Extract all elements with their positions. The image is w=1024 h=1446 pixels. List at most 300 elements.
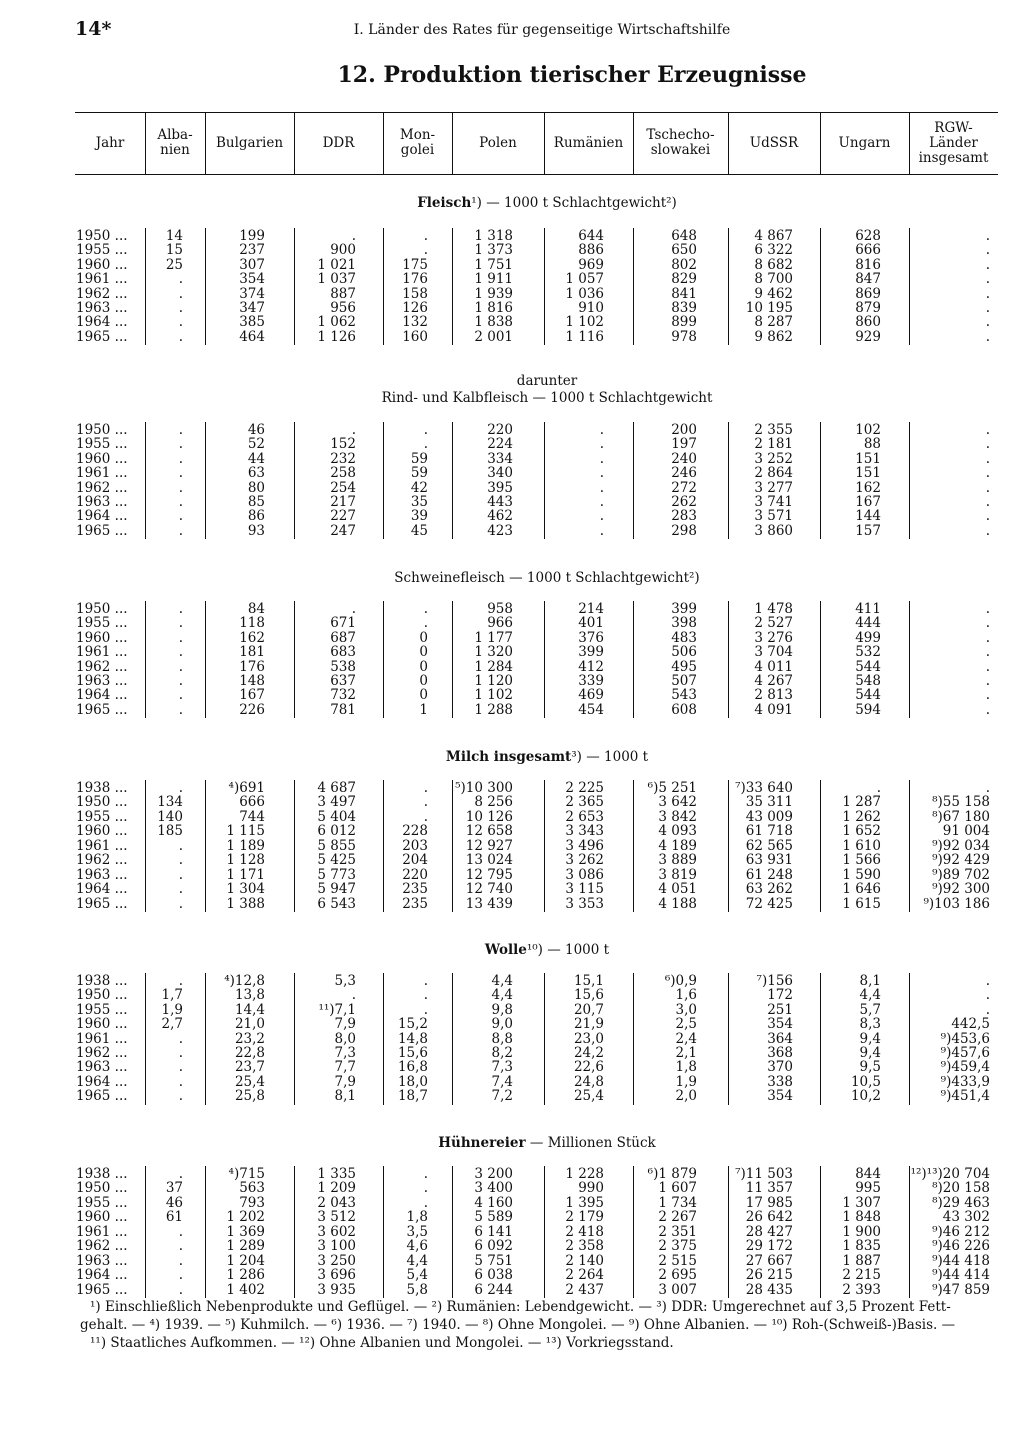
data-cell: 0 bbox=[419, 658, 428, 675]
data-cell: 401 bbox=[578, 615, 604, 632]
data-cell: 1 369 bbox=[226, 1223, 265, 1240]
data-cell: 3 276 bbox=[754, 629, 793, 646]
data-cell: 25,4 bbox=[573, 1088, 604, 1105]
data-cell: 9 862 bbox=[754, 328, 793, 345]
data-cell: 5,7 bbox=[859, 1001, 881, 1018]
column-divider bbox=[294, 780, 295, 912]
footnote-line: gehalt. — ⁴) 1939. — ⁵) Kuhmilch. — ⁶) 1936. — ⁷) 1940. — ⁸) Ohne Mongolei. — ⁹) Ohne Albanien. — ¹⁰) Roh-(Schweiß-)Basis. — bbox=[80, 1317, 956, 1333]
data-cell: 5 947 bbox=[317, 881, 356, 898]
data-cell: 538 bbox=[330, 658, 356, 675]
data-cell: 11 357 bbox=[745, 1180, 793, 1197]
data-cell: 2,7 bbox=[161, 1016, 183, 1033]
data-cell: 8,3 bbox=[859, 1016, 881, 1033]
data-cell: 3 115 bbox=[565, 881, 604, 898]
data-cell: 1 838 bbox=[474, 314, 513, 331]
data-cell: 3,5 bbox=[406, 1223, 428, 1240]
column-divider bbox=[383, 601, 384, 718]
data-cell: ⁹)103 186 bbox=[923, 895, 990, 912]
data-cell: 398 bbox=[671, 615, 697, 632]
data-cell: 464 bbox=[239, 328, 265, 345]
data-cell: 1 289 bbox=[226, 1238, 265, 1255]
section-title: Schweinefleisch — 1000 t Schlachtgewicht²) bbox=[394, 570, 700, 586]
data-cell: 3 400 bbox=[474, 1180, 513, 1197]
year-cell: 1961 ... bbox=[76, 271, 128, 288]
data-cell: . bbox=[985, 494, 990, 510]
data-cell: 412 bbox=[578, 658, 604, 675]
data-cell: ⁷)33 640 bbox=[735, 780, 793, 796]
data-cell: . bbox=[178, 1030, 183, 1047]
column-divider bbox=[633, 973, 634, 1105]
data-cell: 4 093 bbox=[658, 823, 697, 840]
data-cell: 370 bbox=[767, 1059, 793, 1076]
data-cell: 258 bbox=[330, 465, 356, 482]
data-cell: 966 bbox=[487, 615, 513, 632]
data-cell: 887 bbox=[330, 285, 356, 302]
data-cell: 181 bbox=[239, 644, 265, 661]
year-cell: 1955 ... bbox=[76, 615, 128, 632]
data-cell: . bbox=[423, 1001, 428, 1018]
data-cell: 1 102 bbox=[474, 687, 513, 704]
data-cell: 217 bbox=[330, 494, 356, 510]
data-cell: 829 bbox=[671, 271, 697, 288]
year-cell: 1960 ... bbox=[76, 1016, 128, 1033]
data-cell: 844 bbox=[855, 1166, 881, 1182]
data-cell: 214 bbox=[578, 601, 604, 617]
data-cell: 6 543 bbox=[317, 895, 356, 912]
year-cell: 1965 ... bbox=[76, 895, 128, 912]
data-cell: 22,8 bbox=[234, 1045, 265, 1061]
column-divider bbox=[452, 780, 453, 912]
data-cell: ⁷)11 503 bbox=[735, 1166, 793, 1182]
data-cell: 12 740 bbox=[465, 881, 513, 898]
column-header: UdSSR bbox=[749, 134, 799, 151]
column-header: Polen bbox=[479, 134, 517, 151]
data-cell: 2,1 bbox=[675, 1045, 697, 1061]
section-title: Milch insgesamt³) — 1000 t bbox=[445, 749, 649, 765]
data-cell: . bbox=[178, 658, 183, 675]
data-cell: 6 322 bbox=[754, 242, 793, 259]
data-cell: 374 bbox=[239, 285, 265, 302]
data-cell: 45 bbox=[410, 522, 428, 539]
column-divider bbox=[145, 601, 146, 718]
data-cell: ¹¹)7,1 bbox=[318, 1001, 356, 1018]
data-cell: 10 126 bbox=[465, 808, 513, 825]
column-divider bbox=[728, 1166, 729, 1298]
data-cell: 1 911 bbox=[474, 271, 513, 288]
data-cell: . bbox=[599, 465, 604, 482]
data-cell: 6 092 bbox=[474, 1238, 513, 1255]
data-cell: 162 bbox=[239, 629, 265, 646]
data-cell: . bbox=[178, 629, 183, 646]
data-cell: 160 bbox=[402, 328, 428, 345]
data-cell: 3 343 bbox=[565, 823, 604, 840]
data-cell: 340 bbox=[487, 465, 513, 482]
data-cell: 869 bbox=[855, 285, 881, 302]
data-cell: 18,0 bbox=[397, 1073, 428, 1090]
data-cell: 608 bbox=[671, 701, 697, 718]
data-cell: . bbox=[985, 780, 990, 796]
data-cell: . bbox=[178, 895, 183, 912]
data-cell: 8,1 bbox=[859, 973, 881, 989]
data-cell: 648 bbox=[671, 228, 697, 244]
data-cell: 1 120 bbox=[474, 673, 513, 689]
data-cell: . bbox=[178, 465, 183, 482]
table-title: 12. Produktion tierischer Erzeugnisse bbox=[337, 62, 807, 88]
data-cell: 25,4 bbox=[234, 1073, 265, 1090]
data-cell: 8 287 bbox=[754, 314, 793, 331]
data-cell: . bbox=[178, 508, 183, 525]
data-cell: 444 bbox=[855, 615, 881, 632]
data-cell: 793 bbox=[239, 1194, 265, 1211]
header-column-divider bbox=[544, 112, 545, 174]
data-cell: 262 bbox=[671, 494, 697, 510]
data-cell: 224 bbox=[487, 436, 513, 453]
data-cell: 385 bbox=[239, 314, 265, 331]
data-cell: 969 bbox=[578, 256, 604, 273]
data-cell: 1 304 bbox=[226, 881, 265, 898]
data-cell: 24,2 bbox=[573, 1045, 604, 1061]
data-cell: 140 bbox=[157, 808, 183, 825]
data-cell: 354 bbox=[239, 271, 265, 288]
data-cell: . bbox=[985, 673, 990, 689]
data-cell: 167 bbox=[239, 687, 265, 704]
column-divider bbox=[294, 601, 295, 718]
data-cell: 85 bbox=[247, 494, 265, 510]
data-cell: . bbox=[423, 242, 428, 259]
data-cell: 5 589 bbox=[474, 1209, 513, 1226]
year-cell: 1960 ... bbox=[76, 629, 128, 646]
data-cell: 499 bbox=[855, 629, 881, 646]
data-cell: 63 931 bbox=[745, 852, 793, 869]
data-cell: . bbox=[985, 479, 990, 496]
data-cell: ⁵)10 300 bbox=[455, 780, 513, 796]
data-cell: 1,9 bbox=[675, 1073, 697, 1090]
data-cell: 1 388 bbox=[226, 895, 265, 912]
data-cell: 63 bbox=[247, 465, 265, 482]
data-cell: 6 244 bbox=[474, 1281, 513, 1298]
data-cell: 1 bbox=[419, 701, 428, 718]
data-cell: 666 bbox=[239, 794, 265, 811]
data-cell: 1 204 bbox=[226, 1252, 265, 1269]
column-divider bbox=[383, 1166, 384, 1298]
column-divider bbox=[145, 422, 146, 539]
data-cell: 899 bbox=[671, 314, 697, 331]
data-cell: . bbox=[178, 866, 183, 883]
column-divider bbox=[294, 422, 295, 539]
year-cell: 1962 ... bbox=[76, 285, 128, 302]
header-column-divider bbox=[728, 112, 729, 174]
year-cell: 1963 ... bbox=[76, 866, 128, 883]
data-cell: 1 646 bbox=[842, 881, 881, 898]
data-cell: . bbox=[423, 808, 428, 825]
data-cell: 28 435 bbox=[745, 1281, 793, 1298]
data-cell: . bbox=[178, 479, 183, 496]
data-cell: 15,6 bbox=[573, 987, 604, 1004]
data-cell: 9,5 bbox=[859, 1059, 881, 1076]
data-cell: . bbox=[178, 522, 183, 539]
data-cell: 247 bbox=[330, 522, 356, 539]
data-cell: . bbox=[423, 1194, 428, 1211]
data-cell: 118 bbox=[239, 615, 265, 632]
data-cell: 650 bbox=[671, 242, 697, 259]
data-cell: 395 bbox=[487, 479, 513, 496]
data-cell: . bbox=[178, 615, 183, 632]
data-cell: . bbox=[423, 1180, 428, 1197]
data-cell: 8,2 bbox=[491, 1045, 513, 1061]
data-cell: 227 bbox=[330, 508, 356, 525]
column-divider bbox=[633, 780, 634, 912]
year-cell: 1960 ... bbox=[76, 450, 128, 467]
data-cell: 43 302 bbox=[942, 1209, 990, 1226]
data-cell: 956 bbox=[330, 300, 356, 316]
data-cell: . bbox=[985, 1001, 990, 1018]
year-cell: 1965 ... bbox=[76, 328, 128, 345]
data-cell: 900 bbox=[330, 242, 356, 259]
data-cell: . bbox=[599, 436, 604, 453]
data-cell: 3 642 bbox=[658, 794, 697, 811]
data-cell: 1,8 bbox=[406, 1209, 428, 1226]
data-cell: . bbox=[178, 1223, 183, 1240]
data-cell: ⁸)55 158 bbox=[932, 794, 990, 811]
data-cell: . bbox=[178, 300, 183, 316]
data-cell: 9 462 bbox=[754, 285, 793, 302]
data-cell: . bbox=[178, 436, 183, 453]
data-cell: 3 252 bbox=[754, 450, 793, 467]
data-cell: 411 bbox=[855, 601, 881, 617]
column-divider bbox=[294, 1166, 295, 1298]
data-cell: 298 bbox=[671, 522, 697, 539]
data-cell: 13 439 bbox=[465, 895, 513, 912]
data-cell: 102 bbox=[855, 422, 881, 438]
data-cell: 162 bbox=[855, 479, 881, 496]
data-cell: 1,6 bbox=[675, 987, 697, 1004]
data-cell: 1 209 bbox=[317, 1180, 356, 1197]
year-cell: 1962 ... bbox=[76, 1045, 128, 1061]
data-cell: 15,1 bbox=[573, 973, 604, 989]
data-cell: . bbox=[351, 987, 356, 1004]
data-cell: 958 bbox=[487, 601, 513, 617]
column-divider bbox=[452, 973, 453, 1105]
column-divider bbox=[820, 601, 821, 718]
data-cell: 1 307 bbox=[842, 1194, 881, 1211]
data-cell: 24,8 bbox=[573, 1073, 604, 1090]
data-cell: 1 590 bbox=[842, 866, 881, 883]
data-cell: 237 bbox=[239, 242, 265, 259]
data-cell: 1 900 bbox=[842, 1223, 881, 1240]
year-cell: 1955 ... bbox=[76, 436, 128, 453]
data-cell: 88 bbox=[863, 436, 881, 453]
data-cell: 506 bbox=[671, 644, 697, 661]
data-cell: 9,8 bbox=[491, 1001, 513, 1018]
data-cell: 683 bbox=[330, 644, 356, 661]
data-cell: 4 189 bbox=[658, 837, 697, 854]
data-cell: 1 287 bbox=[842, 794, 881, 811]
column-header: Bulgarien bbox=[215, 134, 284, 151]
data-cell: 860 bbox=[855, 314, 881, 331]
data-cell: 2 358 bbox=[565, 1238, 604, 1255]
data-cell: 158 bbox=[402, 285, 428, 302]
data-cell: 197 bbox=[671, 436, 697, 453]
year-cell: 1962 ... bbox=[76, 658, 128, 675]
data-cell: 1 395 bbox=[565, 1194, 604, 1211]
data-cell: . bbox=[985, 615, 990, 632]
data-cell: ¹²)¹³)20 704 bbox=[910, 1166, 990, 1182]
data-cell: . bbox=[178, 1166, 183, 1182]
data-cell: . bbox=[985, 271, 990, 288]
data-cell: 0 bbox=[419, 644, 428, 661]
year-cell: 1962 ... bbox=[76, 1238, 128, 1255]
data-cell: 5 425 bbox=[317, 852, 356, 869]
data-cell: 1 189 bbox=[226, 837, 265, 854]
data-cell: 132 bbox=[402, 314, 428, 331]
data-cell: 203 bbox=[402, 837, 428, 854]
data-cell: . bbox=[178, 1059, 183, 1076]
page-number: 14* bbox=[75, 18, 112, 40]
data-cell: 1 126 bbox=[317, 328, 356, 345]
column-divider bbox=[452, 601, 453, 718]
data-cell: 204 bbox=[402, 852, 428, 869]
data-cell: 1 320 bbox=[474, 644, 513, 661]
column-divider bbox=[452, 422, 453, 539]
data-cell: 200 bbox=[671, 422, 697, 438]
data-cell: 3 741 bbox=[754, 494, 793, 510]
data-cell: 42 bbox=[410, 479, 428, 496]
column-divider bbox=[909, 228, 910, 345]
data-cell: 4,4 bbox=[406, 1252, 428, 1269]
column-divider bbox=[633, 422, 634, 539]
data-cell: 3 935 bbox=[317, 1281, 356, 1298]
data-cell: 4,4 bbox=[859, 987, 881, 1004]
data-cell: 220 bbox=[487, 422, 513, 438]
data-cell: ⁹)459,4 bbox=[940, 1059, 990, 1076]
data-cell: 8,0 bbox=[334, 1030, 356, 1047]
data-cell: 2 351 bbox=[658, 1223, 697, 1240]
year-cell: 1965 ... bbox=[76, 522, 128, 539]
data-cell: ⁷)156 bbox=[756, 973, 793, 989]
data-cell: 307 bbox=[239, 256, 265, 273]
data-cell: 483 bbox=[671, 629, 697, 646]
year-cell: 1964 ... bbox=[76, 1073, 128, 1090]
data-cell: . bbox=[178, 271, 183, 288]
data-cell: 4 011 bbox=[754, 658, 793, 675]
data-cell: 781 bbox=[330, 701, 356, 718]
data-cell: 3 860 bbox=[754, 522, 793, 539]
column-divider bbox=[294, 228, 295, 345]
year-cell: 1964 ... bbox=[76, 314, 128, 331]
data-cell: . bbox=[985, 973, 990, 989]
year-cell: 1961 ... bbox=[76, 465, 128, 482]
data-cell: 2 267 bbox=[658, 1209, 697, 1226]
data-cell: 1,7 bbox=[161, 987, 183, 1004]
column-divider bbox=[205, 228, 206, 345]
data-cell: ⁴)691 bbox=[228, 780, 265, 796]
data-cell: 1 607 bbox=[658, 1180, 697, 1197]
data-cell: 1 128 bbox=[226, 852, 265, 869]
footnotes bbox=[80, 1298, 1000, 1352]
data-cell: 3 086 bbox=[565, 866, 604, 883]
data-cell: 2 437 bbox=[565, 1281, 604, 1298]
data-cell: 1 402 bbox=[226, 1281, 265, 1298]
data-cell: 3 262 bbox=[565, 852, 604, 869]
data-cell: 1 286 bbox=[226, 1267, 265, 1284]
data-cell: 594 bbox=[855, 701, 881, 718]
header-column-divider bbox=[633, 112, 634, 174]
year-cell: 1961 ... bbox=[76, 837, 128, 854]
header-column-divider bbox=[452, 112, 453, 174]
data-cell: 126 bbox=[402, 300, 428, 316]
column-divider bbox=[633, 601, 634, 718]
data-cell: . bbox=[178, 285, 183, 302]
year-cell: 1964 ... bbox=[76, 1267, 128, 1284]
year-cell: 1965 ... bbox=[76, 1088, 128, 1105]
data-cell: 4 867 bbox=[754, 228, 793, 244]
column-divider bbox=[544, 422, 545, 539]
data-cell: 176 bbox=[239, 658, 265, 675]
data-cell: 2,5 bbox=[675, 1016, 697, 1033]
data-cell: 544 bbox=[855, 658, 881, 675]
year-cell: 1960 ... bbox=[76, 256, 128, 273]
data-cell: 167 bbox=[855, 494, 881, 510]
data-cell: 3 696 bbox=[317, 1267, 356, 1284]
data-cell: 7,3 bbox=[334, 1045, 356, 1061]
data-cell: 3 277 bbox=[754, 479, 793, 496]
data-cell: 235 bbox=[402, 895, 428, 912]
data-cell: ⁶)1 879 bbox=[647, 1166, 697, 1182]
data-cell: 671 bbox=[330, 615, 356, 632]
column-divider bbox=[294, 973, 295, 1105]
data-cell: 226 bbox=[239, 701, 265, 718]
data-cell: . bbox=[423, 436, 428, 453]
year-cell: 1950 ... bbox=[76, 794, 128, 811]
data-cell: 2 001 bbox=[474, 328, 513, 345]
data-cell: 3 602 bbox=[317, 1223, 356, 1240]
year-cell: 1950 ... bbox=[76, 228, 128, 244]
year-cell: 1963 ... bbox=[76, 1059, 128, 1076]
data-cell: 442,5 bbox=[951, 1016, 990, 1033]
data-cell: 16,8 bbox=[397, 1059, 428, 1076]
column-divider bbox=[205, 780, 206, 912]
data-cell: . bbox=[178, 1281, 183, 1298]
data-cell: 3 353 bbox=[565, 895, 604, 912]
data-cell: 3 512 bbox=[317, 1209, 356, 1226]
data-cell: 157 bbox=[855, 522, 881, 539]
data-cell: 35 bbox=[410, 494, 428, 510]
data-cell: . bbox=[985, 422, 990, 438]
data-cell: 2 179 bbox=[565, 1209, 604, 1226]
year-cell: 1964 ... bbox=[76, 687, 128, 704]
footnote-line: ¹) Einschließlich Nebenprodukte und Geflügel. — ²) Rumänien: Lebendgewicht. — ³) DDR: Umgerechnet auf 3,5 Prozent Fett- bbox=[90, 1299, 951, 1315]
data-cell: 46 bbox=[165, 1194, 183, 1211]
data-cell: 847 bbox=[855, 271, 881, 288]
data-cell: . bbox=[985, 629, 990, 646]
data-cell: 86 bbox=[247, 508, 265, 525]
data-cell: 507 bbox=[671, 673, 697, 689]
column-divider bbox=[820, 422, 821, 539]
data-cell: 9,4 bbox=[859, 1045, 881, 1061]
data-cell: . bbox=[985, 285, 990, 302]
data-cell: 3,0 bbox=[675, 1001, 697, 1018]
data-cell: 7,3 bbox=[491, 1059, 513, 1076]
data-cell: 376 bbox=[578, 629, 604, 646]
column-divider bbox=[728, 422, 729, 539]
data-cell: 7,9 bbox=[334, 1073, 356, 1090]
data-cell: 251 bbox=[767, 1001, 793, 1018]
data-cell: 2 355 bbox=[754, 422, 793, 438]
data-cell: 3 200 bbox=[474, 1166, 513, 1182]
column-header: Alba- nien bbox=[157, 127, 193, 158]
data-cell: ⁹)92 429 bbox=[932, 852, 990, 869]
column-divider bbox=[820, 1166, 821, 1298]
